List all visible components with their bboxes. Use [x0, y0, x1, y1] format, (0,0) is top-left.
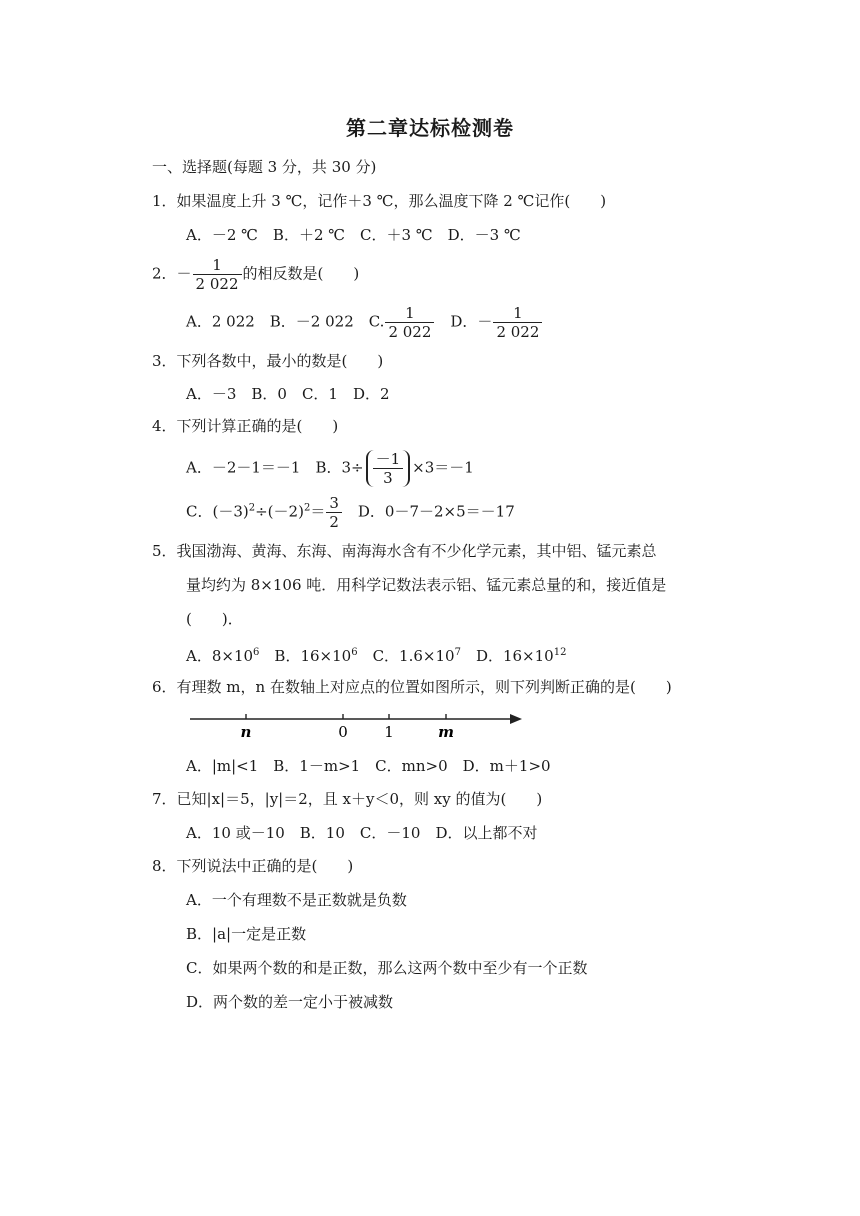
q2-opt-d: D．－	[435, 312, 493, 331]
q2-opt-ab: A．2 022 B．－2 022 C.	[186, 312, 385, 331]
q4-c-exp1: 2	[248, 502, 256, 514]
question-3-options: A．－3 B．0 C．1 D．2	[186, 385, 390, 403]
q4-c-num: 3	[326, 494, 342, 513]
q5-opt-b: B．16×10	[259, 647, 352, 665]
q4-c-exp2: 2	[303, 502, 311, 514]
axis-label-1: 1	[384, 723, 394, 741]
question-5-line-1: 5．我国渤海、黄海、东海、南海海水含有不少化学元素，其中铝、锰元素总	[152, 542, 657, 560]
question-2-options	[186, 304, 543, 341]
q5-opt-c-exp: 7	[454, 647, 461, 658]
axis-label-n: n	[240, 723, 252, 741]
q5-opt-d-exp: 12	[553, 647, 567, 658]
q2-optd-num: 1	[493, 304, 542, 323]
q4-paren-group	[366, 450, 411, 487]
q2-frac-num: 1	[193, 256, 242, 275]
q4-c-eq: ＝	[310, 502, 326, 521]
question-8-option-b: B．|a|一定是正数	[186, 925, 307, 943]
q5-opt-a: A．8×10	[186, 647, 254, 665]
question-7: 7．已知|x|＝5，|y|＝2，且 x＋y＜0，则 xy 的值为( )	[152, 790, 543, 808]
q4-c-mid: ÷(－2)	[255, 502, 304, 521]
axis-arrow-icon	[510, 714, 522, 724]
question-6-options: A．|m|<1 B．1－m>1 C．mn>0 D．m＋1>0	[186, 757, 551, 775]
question-5-line-3: ( )．	[186, 610, 243, 628]
question-8-option-c: C．如果两个数的和是正数，那么这两个数中至少有一个正数	[186, 959, 588, 977]
q2-prefix: 2．－	[152, 264, 192, 283]
question-8: 8．下列说法中正确的是( )	[152, 857, 354, 875]
question-8-option-d: D．两个数的差一定小于被减数	[186, 993, 394, 1011]
q4-c-den: 2	[329, 513, 339, 531]
q4-paren-den: 3	[383, 469, 393, 487]
q2-optd-den: 2 022	[496, 323, 540, 341]
axis-label-m: m	[438, 723, 454, 741]
question-4-line-ab	[186, 450, 474, 487]
q2-frac-den: 2 022	[195, 275, 239, 293]
section-heading: 一、选择题(每题 3 分，共 30 分)	[152, 158, 377, 176]
question-5-options	[186, 642, 566, 667]
q2-optc-den: 2 022	[388, 323, 432, 341]
q5-opt-a-exp: 6	[253, 647, 260, 658]
q4-c-fraction	[326, 494, 342, 531]
q2-suffix: 的相反数是( )	[242, 264, 360, 283]
q5-opt-b-exp: 6	[351, 647, 358, 658]
q4-paren-fraction	[373, 450, 404, 487]
question-3: 3．下列各数中，最小的数是( )	[152, 352, 384, 370]
q4-c-start: C．(－3)	[186, 502, 249, 521]
q2-optd-fraction	[493, 304, 542, 341]
q2-optc-num: 1	[385, 304, 434, 323]
question-2	[152, 256, 359, 293]
question-6: 6．有理数 m，n 在数轴上对应点的位置如图所示，则下列判断正确的是( )	[152, 678, 672, 696]
q5-opt-d: D．16×10	[460, 647, 554, 665]
q4-paren-num: －1	[373, 450, 404, 469]
question-1-options: A．－2 ℃ B．＋2 ℃ C．＋3 ℃ D．－3 ℃	[186, 226, 521, 244]
q2-fraction	[193, 256, 242, 293]
question-4-line-cd	[186, 494, 515, 531]
q4-a-end: ×3＝－1	[412, 458, 474, 477]
question-5-line-2: 量均约为 8×106 吨．用科学记数法表示铝、锰元素总量的和，接近值是	[186, 576, 667, 594]
question-8-option-a: A．一个有理数不是正数就是负数	[186, 891, 407, 909]
question-7-options: A．10 或－10 B．10 C．－10 D．以上都不对	[186, 824, 538, 842]
number-line	[190, 705, 530, 741]
page-title: 第二章达标检测卷	[346, 116, 514, 140]
question-1: 1．如果温度上升 3 ℃，记作＋3 ℃，那么温度下降 2 ℃记作( )	[152, 192, 607, 210]
axis-label-0: 0	[338, 723, 348, 741]
q2-optc-fraction	[385, 304, 434, 341]
q5-opt-c: C．1.6×10	[357, 647, 455, 665]
q4-d-text: D．0－7－2×5＝－17	[342, 502, 515, 521]
question-4: 4．下列计算正确的是( )	[152, 417, 339, 435]
q4-a-text: A．－2－1＝－1 B．3÷	[186, 458, 364, 477]
